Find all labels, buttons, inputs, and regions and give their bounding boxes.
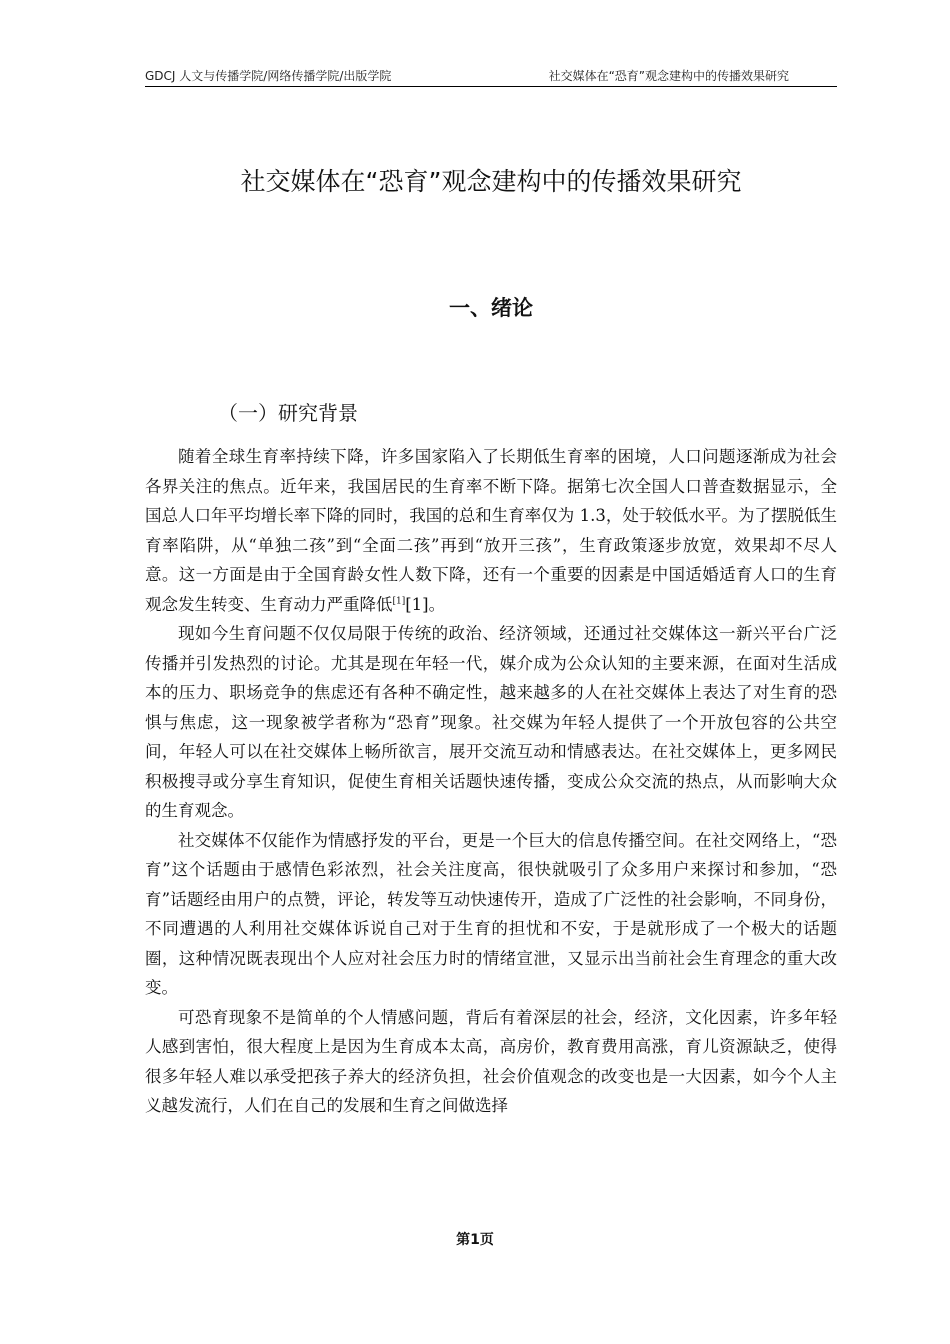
paragraph-3: 社交媒体不仅能作为情感抒发的平台，更是一个巨大的信息传播空间。在社交网络上，“恐育”这个话题由于感情色彩浓烈，社会关注度高，很快就吸引了众多用户来探讨和参加，“恐育”话题经由用户的点赞，评论，转发等互动快速传开，造成了广泛性的社会影响，不同身份，不同遭遇的人利用社交媒体诉说自己对于生育的担忧和不安，于是就形成了一个极大的话题圈，这种情况既表现出个人应对社会压力时的情绪宣泄，又显示出当前社会生育理念的重大改变。 [145,830,837,997]
header-left-text: GDCJ 人文与传播学院/网络传播学院/出版学院 [145,69,392,83]
citation-inline: [1]。 [405,594,446,614]
subsection-heading: （一）研究背景 [218,401,358,425]
section-heading: 一、绪论 [449,296,533,320]
paragraph-2: 现如今生育问题不仅仅局限于传统的政治、经济领域，还通过社交媒体这一新兴平台广泛传播并引发热烈的讨论。尤其是现在年轻一代，媒介成为公众认知的主要来源，在面对生活成本的压力、职场竞争的焦虑还有各种不确定性，越来越多的人在社交媒体上表达了对生育的恐惧与焦虑，这一现象被学者称为“恐育”现象。社交媒为年轻人提供了一个开放包容的公共空间，年轻人可以在社交媒体上畅所欲言，展开交流互动和情感表达。在社交媒体上，更多网民积极搜寻或分享生育知识，促使生育相关话题快速传播，变成公众交流的热点，从而影响大众的生育观念。 [145,624,837,820]
running-header [145,66,837,87]
body-text [145,442,837,1121]
paragraph-1 [145,442,837,619]
header-right-text: 社交媒体在“恐育”观念建构中的传播效果研究 [548,69,789,83]
citation-superscript: [1] [392,596,406,606]
paragraph-1-text: 随着全球生育率持续下降，许多国家陷入了长期低生育率的困境，人口问题逐渐成为社会各界关注的焦点。近年来，我国居民的生育率不断下降。据第七次全国人口普查数据显示，全国总人口年平均增长率下降的同时，我国的总和生育率仅为 1.3，处于较低水平。为了摆脱低生育率陷阱，从“单独二孩”到“全面二孩”再到“放开三孩”，生育政策逐步放宽，效果却不尽人意。这一方面是由于全国育龄女性人数下降，还有一个重要的因素是中国适婚适育人口的生育观念发生转变、生育动力严重降低 [145,447,837,614]
page-number: 第1页 [456,1232,494,1248]
document-title: 社交媒体在“恐育”观念建构中的传播效果研究 [240,167,742,196]
paragraph-4: 可恐育现象不是简单的个人情感问题，背后有着深层的社会，经济，文化因素，许多年轻人感到害怕，很大程度上是因为生育成本太高，高房价，教育费用高涨，育儿资源缺乏，使得很多年轻人难以承受把孩子养大的经济负担，社会价值观念的改变也是一大因素，如今个人主义越发流行，人们在自己的发展和生育之间做选择 [145,1007,837,1115]
